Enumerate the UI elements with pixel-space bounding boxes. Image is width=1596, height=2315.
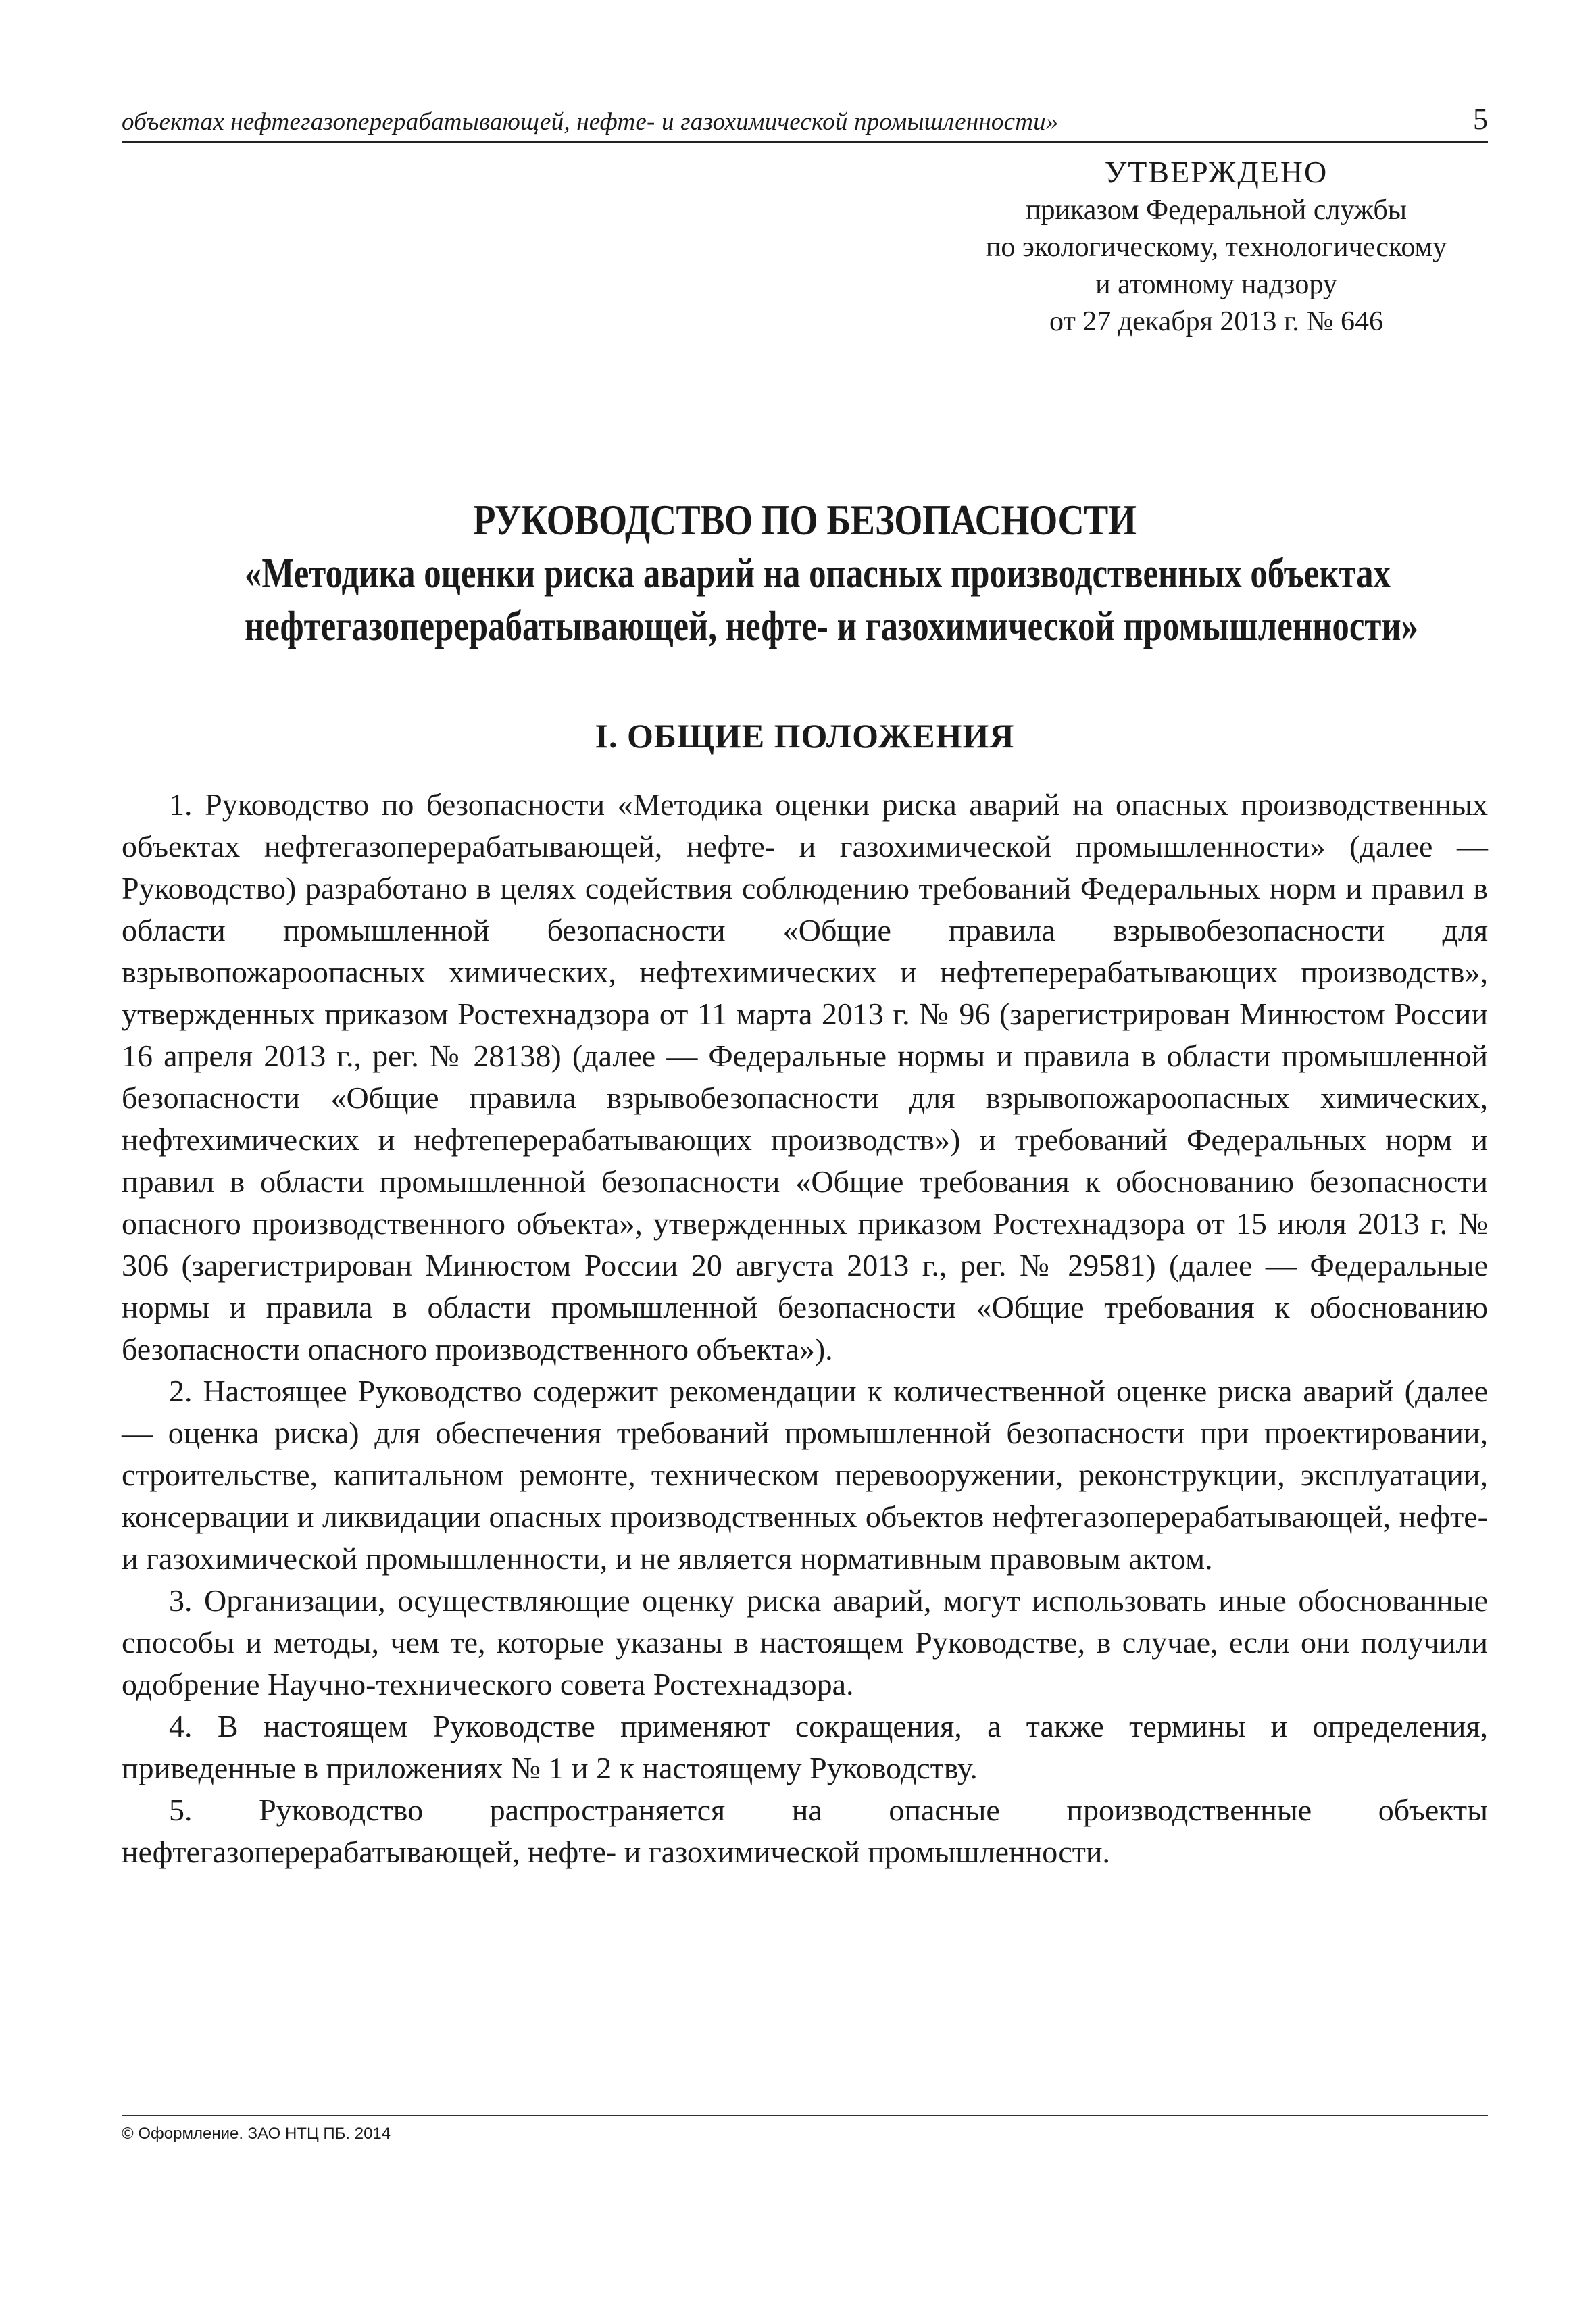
approval-line: от 27 декабря 2013 г. № 646 (1049, 306, 1383, 337)
paragraph: 5. Руководство распространяется на опасные производственные объекты нефтегазоперерабатывающей, нефте- и газохимической промышленности. (122, 1793, 1488, 1869)
approval-stamp: УТВЕРЖДЕНО (1104, 155, 1328, 189)
paragraph: 4. В настоящем Руководстве применяют сокращения, а также термины и определения, приведенные в приложениях № 1 и 2 к настоящему Руководству. (122, 1709, 1488, 1785)
running-header (122, 101, 1488, 143)
paragraph: 3. Организации, осуществляющие оценку риска аварий, могут использовать иные обоснованные способы и методы, чем те, которые указаны в настоящем Руководстве, в случае, если они получили одобрение Научно-технического совета Ростехнадзора. (122, 1583, 1488, 1701)
page-number: 5 (1473, 103, 1488, 136)
document-title (122, 493, 1488, 653)
page-footer (122, 2115, 1488, 2143)
paragraph: 1. Руководство по безопасности «Методика оценки риска аварий на опасных производственных объектах нефтегазоперерабатывающей, нефте- и газохимической промышленности» (далее — Руководство) разработано в целях содействия соблюдению требований Федеральных норм и правил в области промышленной безопасности «Общие правила взрывобезопасности для взрывопожароопасных химических, нефтехимических и нефтеперерабатывающих производств», утвержденных приказом Ростехнадзора от 11 марта 2013 г. № 96 (зарегистрирован Минюстом России 16 апреля 2013 г., рег. № 28138) (далее — Федеральные нормы и правила в области промышленной безопасности «Общие правила взрывобезопасности для взрывопожароопасных химических, нефтехимических и нефтеперерабатывающих производств») и требований Федеральных норм и правил в области промышленной безопасности «Общие требования к обоснованию безопасности опасного производственного объекта», утвержденных приказом Ростехнадзора от 15 июля 2013 г. № 306 (зарегистрирован Минюстом России 20 августа 2013 г., рег. № 29581) (далее — Федеральные нормы и правила в области промышленной безопасности «Общие требования к обоснованию безопасности опасного производственного объекта»). (122, 787, 1488, 1366)
approval-line: приказом Федеральной службы (1026, 195, 1407, 226)
document-title-sub-line: нефтегазоперерабатывающей, нефте- и газохимической промышленности» (244, 603, 1419, 649)
paragraph: 2. Настоящее Руководство содержит рекомендации к количественной оценке риска аварий (далее — оценка риска) для обеспечения требований промышленной безопасности при проектировании, строительстве, капитальном ремонте, техническом перевооружении, реконструкции, эксплуатации, консервации и ликвидации опасных производственных объектов нефтегазоперерабатывающей, нефте- и газохимической промышленности, и не является нормативным правовым актом. (122, 1374, 1488, 1576)
document-title-main: РУКОВОДСТВО ПО БЕЗОПАСНОСТИ (473, 497, 1137, 544)
approval-line: и атомному надзору (1095, 269, 1337, 300)
section-heading: I. ОБЩИЕ ПОЛОЖЕНИЯ (595, 717, 1015, 755)
document-title-sub-line: «Методика оценки риска аварий на опасных производственных объектах (244, 551, 1391, 597)
approval-block (939, 153, 1493, 341)
running-title: объектах нефтегазоперерабатывающей, нефте- и газохимической промышленности» (122, 108, 1059, 136)
section-body (122, 784, 1488, 1873)
approval-line: по экологическому, технологическому (985, 232, 1447, 263)
copyright-note: © Оформление. ЗАО НТЦ ПБ. 2014 (122, 2124, 391, 2143)
